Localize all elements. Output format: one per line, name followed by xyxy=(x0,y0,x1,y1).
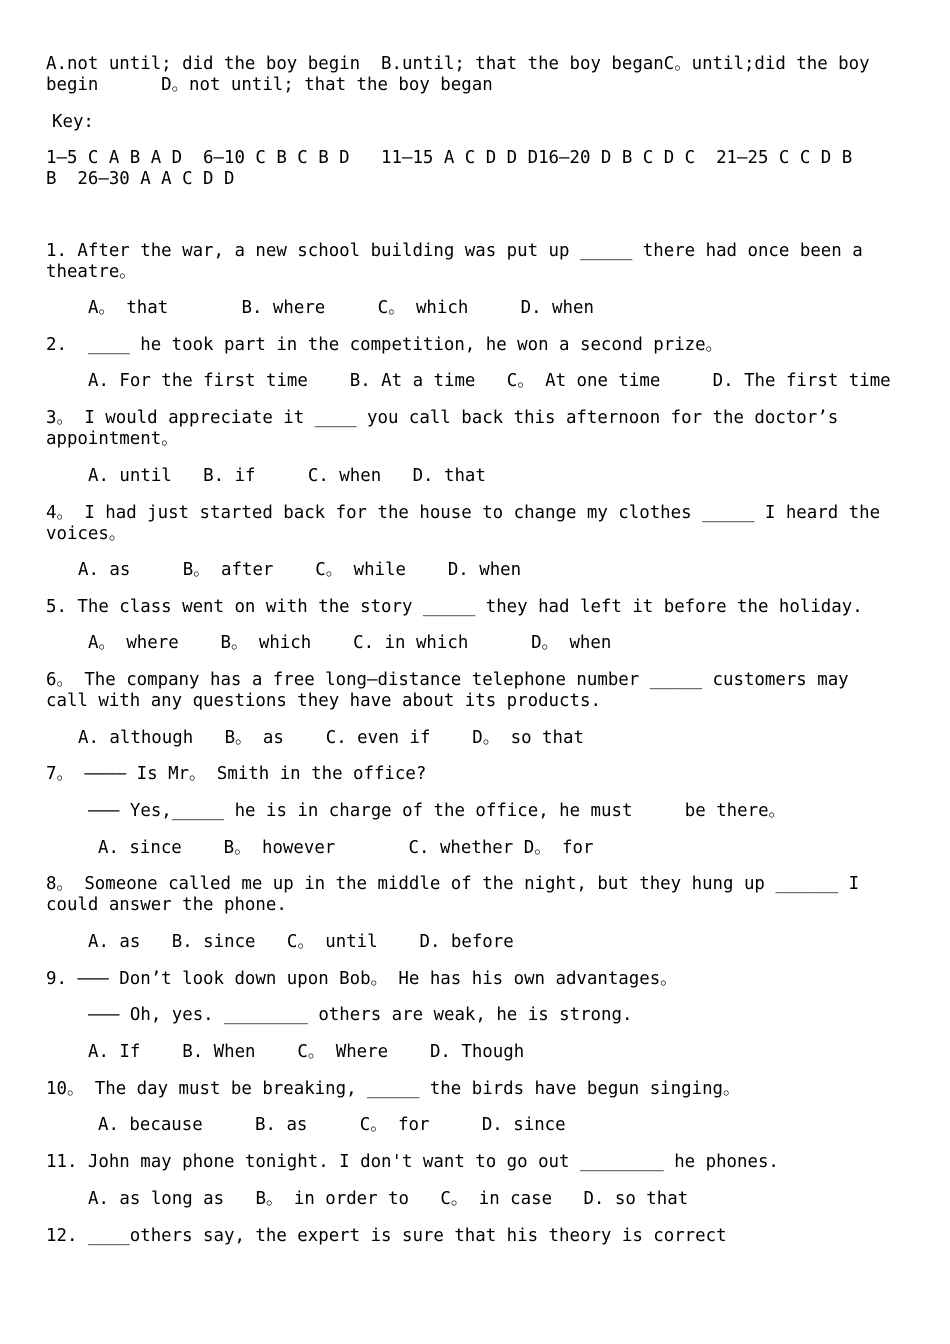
question-9-reply: ——— Oh, yes. ________ others are weak, he is strong. xyxy=(88,1005,633,1025)
question-3-stem-line-2: appointment。 xyxy=(46,429,179,449)
question-7-reply: ——— Yes,_____ he is in charge of the office, he must be there。 xyxy=(88,801,786,821)
question-4-stem-line-1: 4。 I had just started back for the house to change my clothes _____ I heard the xyxy=(46,503,881,523)
question-1-options: A。 that B. where C。 which D. when xyxy=(88,298,594,318)
intro-options-line-1: A.not until; did the boy begin B.until; that the boy beganC。until;did the boy xyxy=(46,54,870,74)
question-1-stem-line-2: theatre。 xyxy=(46,262,137,282)
question-9-options: A. If B. When C。 Where D. Though xyxy=(88,1042,525,1062)
question-6-stem-line-1: 6。 The company has a free long—distance telephone number _____ customers may xyxy=(46,670,849,690)
intro-options-line-2: begin D。not until; that the boy began xyxy=(46,75,493,95)
question-6-options: A. although B。 as C. even if D。 so that xyxy=(78,728,584,748)
question-4-options: A. as B。 after C。 while D. when xyxy=(78,560,522,580)
question-3-stem-line-1: 3。 I would appreciate it ____ you call back this afternoon for the doctor’s xyxy=(46,408,839,428)
question-3-options: A. until B. if C. when D. that xyxy=(88,466,486,486)
answer-key-line-2: B 26—30 A A C D D xyxy=(46,169,235,189)
question-5-options: A。 where B。 which C. in which D。 when xyxy=(88,633,612,653)
question-2-stem: 2. ____ he took part in the competition, he won a second prize。 xyxy=(46,335,724,355)
question-4-stem-line-2: voices。 xyxy=(46,524,127,544)
question-11-options: A. as long as B。 in order to C。 in case D. so that xyxy=(88,1189,689,1209)
question-8-options: A. as B. since C。 until D. before xyxy=(88,932,514,952)
answer-key-label: Key: xyxy=(52,112,94,132)
question-10-stem: 10。 The day must be breaking, _____ the birds have begun singing。 xyxy=(46,1079,741,1099)
question-8-stem-line-2: could answer the phone. xyxy=(46,895,287,915)
question-7-stem: 7。 ———— Is Mr。 Smith in the office? xyxy=(46,764,427,784)
question-12-stem: 12. ____others say, the expert is sure that his theory is correct xyxy=(46,1226,727,1246)
question-7-options: A. since B。 however C. whether D。 for xyxy=(98,838,594,858)
question-10-options: A. because B. as C。 for D. since xyxy=(98,1115,566,1135)
question-11-stem: 11. John may phone tonight. I don't want to go out ________ he phones. xyxy=(46,1152,779,1172)
question-1-stem-line-1: 1. After the war, a new school building was put up _____ there had once been a xyxy=(46,241,863,261)
question-5-stem: 5. The class went on with the story _____ they had left it before the holiday. xyxy=(46,597,863,617)
answer-key-line-1: 1—5 C A B A D 6—10 C B C B D 11—15 A C D D D16—20 D B C D C 21—25 C C D B xyxy=(46,148,853,168)
question-2-options: A. For the first time B. At a time C。 At one time D. The first time xyxy=(88,371,891,391)
question-6-stem-line-2: call with any questions they have about its products. xyxy=(46,691,601,711)
question-8-stem-line-1: 8。 Someone called me up in the middle of the night, but they hung up ______ I xyxy=(46,874,860,894)
question-9-stem: 9. ——— Don’t look down upon Bob。 He has his own advantages。 xyxy=(46,969,678,989)
